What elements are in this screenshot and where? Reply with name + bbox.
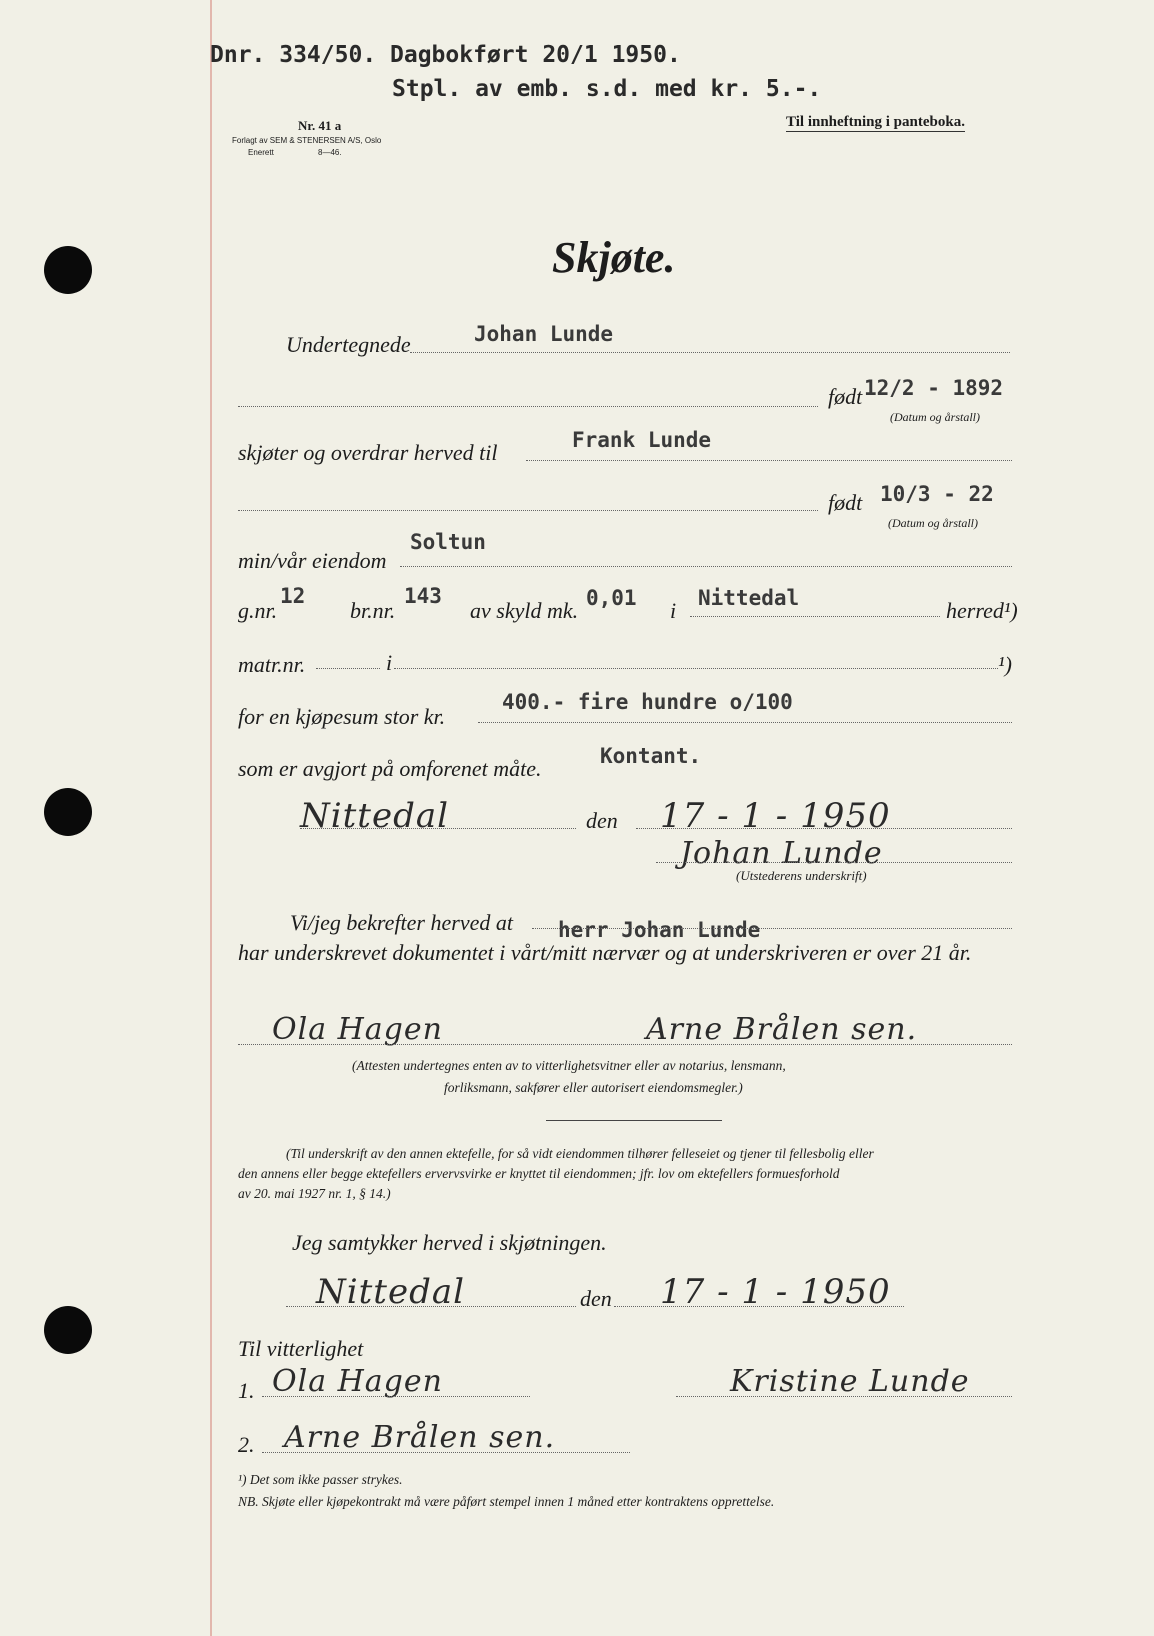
filing-note: Til innheftning i panteboka. (786, 114, 965, 130)
form-number: Nr. 41 a (298, 118, 342, 133)
witness-2-signature: Arne Brålen sen. (284, 1420, 556, 1455)
publisher: Forlagt av SEM & STENERSEN A/S, Oslo (232, 136, 382, 145)
property-label: min/vår eiendom (238, 548, 387, 573)
fodt-label: født (828, 384, 863, 409)
print-code: 8—46. (318, 148, 342, 157)
dotted-line (238, 510, 818, 511)
dotted-line (238, 1044, 1012, 1045)
nb-note: NB. Skjøte eller kjøpekontrakt må være påført stempel innen 1 måned etter kontraktens opprettelse. (238, 1494, 775, 1509)
stamp-line: Stpl. av emb. s.d. med kr. 5.-. (392, 76, 822, 102)
dotted-line (262, 1396, 530, 1397)
dotted-line (676, 1396, 1012, 1397)
dotted-line (656, 862, 1012, 863)
seller-signature: Johan Lunde (680, 836, 883, 871)
settled-label: som er avgjort på omforenet måte. (238, 756, 542, 781)
den2-label: den (580, 1286, 612, 1311)
handwritten-date-2: 17 - 1 - 1950 (660, 1272, 891, 1312)
attest-text: har underskrevet dokumentet i vårt/mitt nærvær og at underskriveren er over 21 år. (238, 940, 972, 965)
herred-label: herred¹) (946, 598, 1018, 623)
attest-person: herr Johan Lunde (558, 918, 761, 942)
dotted-line (394, 668, 998, 669)
signature-caption: (Utstederens underskrift) (736, 868, 867, 883)
attest-note-2: forliksmann, sakfører eller autorisert eiendomsmegler.) (444, 1080, 743, 1095)
seller-name: Johan Lunde (474, 322, 614, 346)
dotted-line (400, 566, 1012, 567)
separator-rule (546, 1120, 722, 1121)
settled-value: Kontant. (600, 744, 702, 768)
handwritten-place-2: Nittedal (316, 1272, 465, 1312)
dotted-line (690, 616, 940, 617)
spouse-signature: Kristine Lunde (730, 1364, 970, 1399)
dotted-line (300, 828, 576, 829)
dotted-line (238, 406, 818, 407)
dotted-line (636, 828, 1012, 829)
spouse-note-2: den annens eller begge ektefellers ervervsvirke er knyttet til eiendommen; jfr. lov om ektefellers formuesforhold (238, 1166, 840, 1181)
dotted-line (614, 1306, 904, 1307)
dotted-line (526, 460, 1012, 461)
witness-b-signature: Arne Brålen sen. (646, 1012, 918, 1047)
gnr-label: g.nr. (238, 598, 278, 623)
matr-label: matr.nr. (238, 652, 306, 677)
seller-born: 12/2 - 1892 (864, 376, 1004, 400)
journal-line: Dnr. 334/50. Dagbokført 20/1 1950. (210, 42, 681, 68)
rights: Enerett (248, 148, 274, 157)
consent-label: Jeg samtykker herved i skjøtningen. (292, 1230, 607, 1255)
document-title: Skjøte. (552, 233, 676, 282)
i-label: i (670, 598, 677, 623)
property-name: Soltun (410, 530, 486, 554)
brnr-value: 143 (404, 584, 442, 608)
herred-value: Nittedal (698, 586, 800, 610)
witness-1-number: 1. (238, 1378, 255, 1403)
punch-hole (44, 246, 92, 294)
brnr-label: br.nr. (350, 598, 396, 623)
den-label: den (586, 808, 618, 833)
matr-i-label: i (386, 650, 393, 675)
price-label: for en kjøpesum stor kr. (238, 704, 446, 729)
handwritten-date: 17 - 1 - 1950 (660, 796, 891, 836)
dotted-line (316, 668, 380, 669)
dotted-line (478, 722, 1012, 723)
undertegnede-label: Undertegnede (286, 332, 411, 357)
attest-label: Vi/jeg bekrefter herved at (290, 910, 513, 935)
skyld-value: 0,01 (586, 586, 637, 610)
witness-2-number: 2. (238, 1432, 255, 1457)
datum-note: (Datum og årstall) (890, 410, 980, 424)
dotted-line (532, 928, 1012, 929)
fodt-label: født (828, 490, 863, 515)
dotted-line (410, 352, 1010, 353)
witness-a-signature: Ola Hagen (272, 1012, 443, 1047)
dotted-line (286, 1306, 576, 1307)
margin-line (210, 0, 212, 1636)
spouse-note-1: (Til underskrift av den annen ektefelle, for så vidt eiendommen tilhører felleseiet og tjener til fellesbolig eller (286, 1146, 874, 1161)
spouse-note-3: av 20. mai 1927 nr. 1, § 14.) (238, 1186, 391, 1201)
footnote: ¹) Det som ikke passer strykes. (238, 1472, 403, 1487)
punch-hole (44, 1306, 92, 1354)
gnr-value: 12 (280, 584, 306, 608)
matr-suffix: ¹) (998, 652, 1012, 677)
transfer-label: skjøter og overdrar herved til (238, 440, 498, 465)
punch-hole (44, 788, 92, 836)
datum-note: (Datum og årstall) (888, 516, 978, 530)
witness-1-signature: Ola Hagen (272, 1364, 443, 1399)
price-value: 400.- fire hundre o/100 (502, 690, 793, 714)
skyld-label: av skyld mk. (470, 598, 579, 623)
attest-note-1: (Attesten undertegnes enten av to vitterlighetsvitner eller av notarius, lensmann, (352, 1058, 786, 1073)
buyer-born: 10/3 - 22 (880, 482, 994, 506)
handwritten-place: Nittedal (300, 796, 449, 836)
dotted-line (262, 1452, 630, 1453)
buyer-name: Frank Lunde (572, 428, 712, 452)
vitterlighet-label: Til vitterlighet (238, 1336, 364, 1361)
